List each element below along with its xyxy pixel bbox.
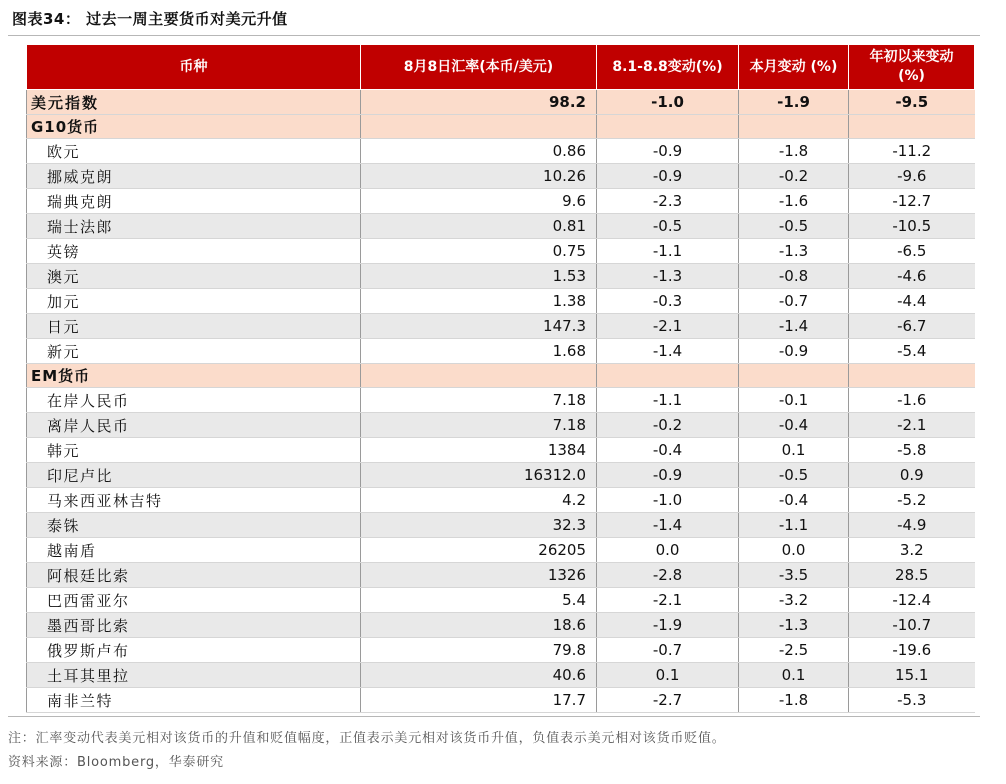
row-name: 泰铢 <box>27 513 361 538</box>
group-empty-cell <box>849 115 975 139</box>
group-empty-cell <box>739 115 849 139</box>
row-month: -0.1 <box>739 388 849 413</box>
row-rate: 17.7 <box>361 688 597 713</box>
table-row <box>27 688 975 713</box>
row-name: 阿根廷比索 <box>27 563 361 588</box>
header-month-change: 本月变动 (%) <box>739 45 849 90</box>
group-empty-cell <box>739 364 849 388</box>
table-row <box>27 388 975 413</box>
row-week: -1.0 <box>597 90 739 115</box>
header-rate: 8月8日汇率(本币/美元) <box>361 45 597 90</box>
row-name: 越南盾 <box>27 538 361 563</box>
row-month: -3.2 <box>739 588 849 613</box>
row-ytd: -4.9 <box>849 513 975 538</box>
row-month: -0.8 <box>739 264 849 289</box>
table-row <box>27 438 975 463</box>
row-week: -1.9 <box>597 613 739 638</box>
row-name: 在岸人民币 <box>27 388 361 413</box>
row-name: 南非兰特 <box>27 688 361 713</box>
bottom-divider <box>8 716 980 717</box>
row-month: -1.6 <box>739 189 849 214</box>
row-rate: 0.81 <box>361 214 597 239</box>
row-ytd: -9.6 <box>849 164 975 189</box>
table-row <box>27 189 975 214</box>
row-month: -1.8 <box>739 139 849 164</box>
table-row <box>27 139 975 164</box>
row-name: 离岸人民币 <box>27 413 361 438</box>
row-rate: 1326 <box>361 563 597 588</box>
table-row <box>27 239 975 264</box>
row-month: -0.4 <box>739 488 849 513</box>
title-divider <box>8 35 980 36</box>
table-row <box>27 638 975 663</box>
row-ytd: -2.1 <box>849 413 975 438</box>
row-rate: 1384 <box>361 438 597 463</box>
figure-title: 图表34： 过去一周主要货币对美元升值 <box>12 10 288 28</box>
row-rate: 26205 <box>361 538 597 563</box>
row-month: 0.1 <box>739 438 849 463</box>
table-row <box>27 538 975 563</box>
row-rate: 5.4 <box>361 588 597 613</box>
row-week: -1.0 <box>597 488 739 513</box>
row-rate: 0.86 <box>361 139 597 164</box>
row-month: -1.9 <box>739 90 849 115</box>
row-month: -0.4 <box>739 413 849 438</box>
row-name: 马来西亚林吉特 <box>27 488 361 513</box>
table-row <box>27 613 975 638</box>
row-rate: 1.38 <box>361 289 597 314</box>
row-week: -0.9 <box>597 463 739 488</box>
table-row <box>27 513 975 538</box>
row-week: -0.9 <box>597 139 739 164</box>
row-week: -0.7 <box>597 638 739 663</box>
row-ytd: -5.3 <box>849 688 975 713</box>
group-label: EM货币 <box>27 364 361 388</box>
group-row-g10 <box>27 115 975 139</box>
row-name: 加元 <box>27 289 361 314</box>
row-week: -0.4 <box>597 438 739 463</box>
row-name: 俄罗斯卢布 <box>27 638 361 663</box>
row-ytd: 15.1 <box>849 663 975 688</box>
table-row <box>27 488 975 513</box>
row-month: -1.3 <box>739 239 849 264</box>
table-row-usd-index <box>27 90 975 115</box>
row-week: -1.4 <box>597 339 739 364</box>
row-month: -1.8 <box>739 688 849 713</box>
row-week: -0.3 <box>597 289 739 314</box>
row-week: -1.4 <box>597 513 739 538</box>
row-month: -1.3 <box>739 613 849 638</box>
row-month: -0.5 <box>739 214 849 239</box>
fx-table <box>26 44 975 713</box>
row-name: 欧元 <box>27 139 361 164</box>
row-month: -0.9 <box>739 339 849 364</box>
row-month: -3.5 <box>739 563 849 588</box>
row-name: 瑞士法郎 <box>27 214 361 239</box>
row-month: -0.2 <box>739 164 849 189</box>
row-ytd: -5.4 <box>849 339 975 364</box>
group-row-em <box>27 364 975 388</box>
row-ytd: -6.7 <box>849 314 975 339</box>
row-week: -0.9 <box>597 164 739 189</box>
group-label: G10货币 <box>27 115 361 139</box>
group-empty-cell <box>597 115 739 139</box>
group-empty-cell <box>849 364 975 388</box>
row-ytd: -4.4 <box>849 289 975 314</box>
header-ytd-change: 年初以来变动 (%) <box>849 45 975 90</box>
group-empty-cell <box>361 115 597 139</box>
row-month: -1.1 <box>739 513 849 538</box>
row-week: -1.1 <box>597 388 739 413</box>
row-rate: 98.2 <box>361 90 597 115</box>
row-ytd: -19.6 <box>849 638 975 663</box>
row-ytd: -5.8 <box>849 438 975 463</box>
row-week: -0.5 <box>597 214 739 239</box>
table-row <box>27 339 975 364</box>
table-row <box>27 214 975 239</box>
row-name: 巴西雷亚尔 <box>27 588 361 613</box>
table-row <box>27 264 975 289</box>
header-currency: 币种 <box>27 45 361 90</box>
row-week: -2.1 <box>597 588 739 613</box>
group-empty-cell <box>361 364 597 388</box>
row-month: 0.0 <box>739 538 849 563</box>
row-name: 瑞典克朗 <box>27 189 361 214</box>
row-ytd: -5.2 <box>849 488 975 513</box>
row-ytd: -6.5 <box>849 239 975 264</box>
row-name: 挪威克朗 <box>27 164 361 189</box>
row-name: 土耳其里拉 <box>27 663 361 688</box>
row-ytd: -10.7 <box>849 613 975 638</box>
row-name: 日元 <box>27 314 361 339</box>
row-rate: 7.18 <box>361 388 597 413</box>
table-row <box>27 164 975 189</box>
row-ytd: -10.5 <box>849 214 975 239</box>
row-rate: 4.2 <box>361 488 597 513</box>
row-rate: 40.6 <box>361 663 597 688</box>
row-name: 韩元 <box>27 438 361 463</box>
row-name: 印尼卢比 <box>27 463 361 488</box>
row-name: 澳元 <box>27 264 361 289</box>
row-rate: 1.68 <box>361 339 597 364</box>
row-week: -1.1 <box>597 239 739 264</box>
row-rate: 7.18 <box>361 413 597 438</box>
row-rate: 10.26 <box>361 164 597 189</box>
table-row <box>27 463 975 488</box>
row-month: -1.4 <box>739 314 849 339</box>
table-row <box>27 413 975 438</box>
row-month: 0.1 <box>739 663 849 688</box>
row-name: 美元指数 <box>27 90 361 115</box>
row-rate: 16312.0 <box>361 463 597 488</box>
source-line: 资料来源：Bloomberg，华泰研究 <box>8 755 224 770</box>
row-week: -2.3 <box>597 189 739 214</box>
row-name: 新元 <box>27 339 361 364</box>
row-ytd: 0.9 <box>849 463 975 488</box>
row-week: -1.3 <box>597 264 739 289</box>
row-month: -0.5 <box>739 463 849 488</box>
table-row <box>27 314 975 339</box>
row-rate: 147.3 <box>361 314 597 339</box>
row-ytd: 28.5 <box>849 563 975 588</box>
row-rate: 18.6 <box>361 613 597 638</box>
row-ytd: -11.2 <box>849 139 975 164</box>
row-ytd: -9.5 <box>849 90 975 115</box>
row-rate: 9.6 <box>361 189 597 214</box>
row-ytd: -12.4 <box>849 588 975 613</box>
row-ytd: -1.6 <box>849 388 975 413</box>
row-week: -0.2 <box>597 413 739 438</box>
table-row <box>27 663 975 688</box>
row-name: 英镑 <box>27 239 361 264</box>
row-month: -0.7 <box>739 289 849 314</box>
row-rate: 0.75 <box>361 239 597 264</box>
header-week-change: 8.1-8.8变动(%) <box>597 45 739 90</box>
row-month: -2.5 <box>739 638 849 663</box>
row-ytd: -12.7 <box>849 189 975 214</box>
group-empty-cell <box>597 364 739 388</box>
row-rate: 32.3 <box>361 513 597 538</box>
table-body <box>27 90 975 713</box>
row-rate: 79.8 <box>361 638 597 663</box>
row-week: -2.1 <box>597 314 739 339</box>
row-name: 墨西哥比索 <box>27 613 361 638</box>
row-ytd: 3.2 <box>849 538 975 563</box>
row-week: 0.1 <box>597 663 739 688</box>
row-week: 0.0 <box>597 538 739 563</box>
footnote: 注：汇率变动代表美元相对该货币的升值和贬值幅度，正值表示美元相对该货币升值，负值表示美元相对该货币贬值。 <box>8 731 726 746</box>
row-week: -2.7 <box>597 688 739 713</box>
table-header <box>27 45 975 90</box>
table-row <box>27 289 975 314</box>
row-ytd: -4.6 <box>849 264 975 289</box>
table-row <box>27 588 975 613</box>
table-row <box>27 563 975 588</box>
row-week: -2.8 <box>597 563 739 588</box>
row-rate: 1.53 <box>361 264 597 289</box>
